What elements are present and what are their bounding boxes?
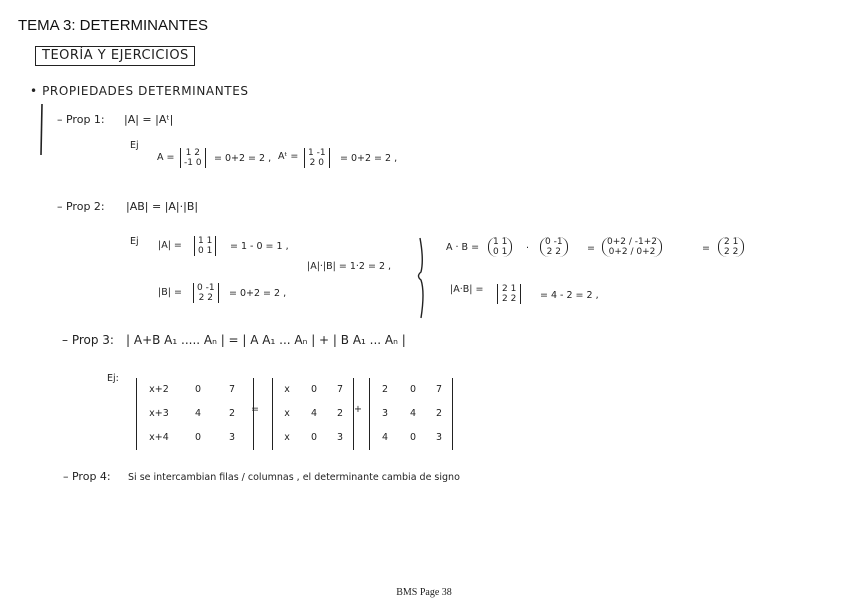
matrix-row [137,402,253,426]
prop2-formula: |AB| = |A|·|B| [126,200,199,213]
matrix-row: 0 1 [198,246,213,256]
matrix-row [370,402,452,426]
matrix-row: 2 1 [724,237,739,247]
matrix-cell: 3 [435,432,443,443]
matrix-cell: 3 [336,432,344,443]
matrix-cell: 0 [409,384,417,395]
prop2-eq: = [587,243,595,254]
prop2-a-label: |A| = [158,240,182,251]
prop1-at-result: = 0+2 = 2 , [340,153,398,164]
prop2-m1 [488,237,512,257]
matrix-row: 2 2 [724,247,739,257]
matrix-cell: x [284,384,290,395]
prop2-m3 [602,237,662,257]
prop2-eq2: = [702,243,710,254]
matrix-row [370,426,452,450]
matrix-row [137,378,253,402]
matrix-row: 0 -1 [545,237,563,247]
matrix-row: 2 0 [309,158,324,168]
matrix-row: 0 -1 [197,283,215,293]
section-heading: • PROPIEDADES DETERMINANTES [30,84,249,98]
prop1-ej: Ej [130,140,139,151]
prop4-label: – Prop 4: [63,470,111,483]
prop1-formula: |A| = |Aᵗ| [124,113,174,126]
matrix-cell: 2 [228,408,236,419]
matrix-cell: 2 [336,408,344,419]
prop3-eq: = [251,404,259,415]
matrix-cell: 7 [228,384,236,395]
matrix-row [273,378,353,402]
prop3-formula: | A+B A₁ ..... Aₙ | = | A A₁ ... Aₙ | + | B A₁ ... Aₙ | [126,333,406,347]
prop1-at-label: Aᵗ = [278,151,299,162]
prop3-plus: + [354,404,362,415]
prop2-a-result: = 1 - 0 = 1 , [230,241,289,252]
matrix-cell: 0 [194,432,202,443]
matrix-row: 2 2 [198,293,213,303]
prop2-b-matrix [193,283,219,303]
matrix-row [137,426,253,450]
matrix-row: 0+2 / 0+2 [608,247,656,257]
matrix-cell: 4 [310,408,318,419]
matrix-row: -1 0 [184,158,202,168]
matrix-cell: 7 [336,384,344,395]
matrix-cell: x+4 [149,432,169,443]
prop1-at-matrix [304,148,330,168]
matrix-row: 2 1 [502,284,517,294]
matrix-row: 2 2 [546,247,561,257]
matrix-row [273,402,353,426]
matrix-row [273,426,353,450]
matrix-row: 0+2 / -1+2 [607,237,657,247]
prop3-label: – Prop 3: [62,333,114,347]
prop1-label: – Prop 1: [57,113,105,126]
page-title: TEMA 3: DETERMINANTES [18,17,209,34]
matrix-cell: 3 [228,432,236,443]
prop2-dot: · [526,243,530,254]
matrix-cell: x [284,408,290,419]
prop2-m4 [718,237,744,257]
subtitle-text: TEORÍA Y EJERCICIOS [42,48,189,63]
matrix-cell: 3 [381,408,389,419]
matrix-cell: 7 [435,384,443,395]
prop3-matrix-1 [136,378,254,450]
matrix-row: 2 2 [502,294,517,304]
prop1-a-matrix [180,148,206,168]
matrix-row: 1 2 [185,148,200,158]
matrix-cell: 4 [194,408,202,419]
matrix-cell: 0 [194,384,202,395]
matrix-cell: 4 [409,408,417,419]
prop2-label: – Prop 2: [57,200,105,213]
prop2-ej: Ej [130,236,139,247]
matrix-cell: 0 [310,384,318,395]
matrix-cell: 2 [435,408,443,419]
prop1-a-result: = 0+2 = 2 , [214,153,272,164]
matrix-cell: 0 [310,432,318,443]
prop3-ej: Ej: [107,373,119,384]
prop2-abdet-result: = 4 - 2 = 2 , [540,290,599,301]
prop4-text: Si se intercambian filas / columnas , el determinante cambia de signo [128,472,460,483]
matrix-cell: 0 [409,432,417,443]
matrix-row: 1 1 [198,236,213,246]
prop3-matrix-2 [272,378,354,450]
prop2-a-matrix [194,236,216,256]
prop3-matrix-3 [369,378,453,450]
matrix-cell: x+2 [149,384,169,395]
matrix-cell: 2 [381,384,389,395]
prop1-a-label: A = [157,152,175,163]
matrix-row: 1 1 [493,237,508,247]
matrix-row: 1 -1 [308,148,326,158]
matrix-cell: 4 [381,432,389,443]
prop2-m2 [540,237,568,257]
prop2-b-label: |B| = [158,287,182,298]
matrix-row [370,378,452,402]
prop2-product: |A|·|B| = 1·2 = 2 , [307,261,392,272]
prop2-abdet-label: |A·B| = [450,284,484,295]
prop2-ab-label: A · B = [446,242,480,253]
matrix-cell: x+3 [149,408,169,419]
prop2-b-result: = 0+2 = 2 , [229,288,287,299]
prop2-abdet-matrix [497,284,521,304]
page-footer: BMS Page 38 [396,587,452,598]
matrix-cell: x [284,432,290,443]
matrix-row: 0 1 [493,247,508,257]
